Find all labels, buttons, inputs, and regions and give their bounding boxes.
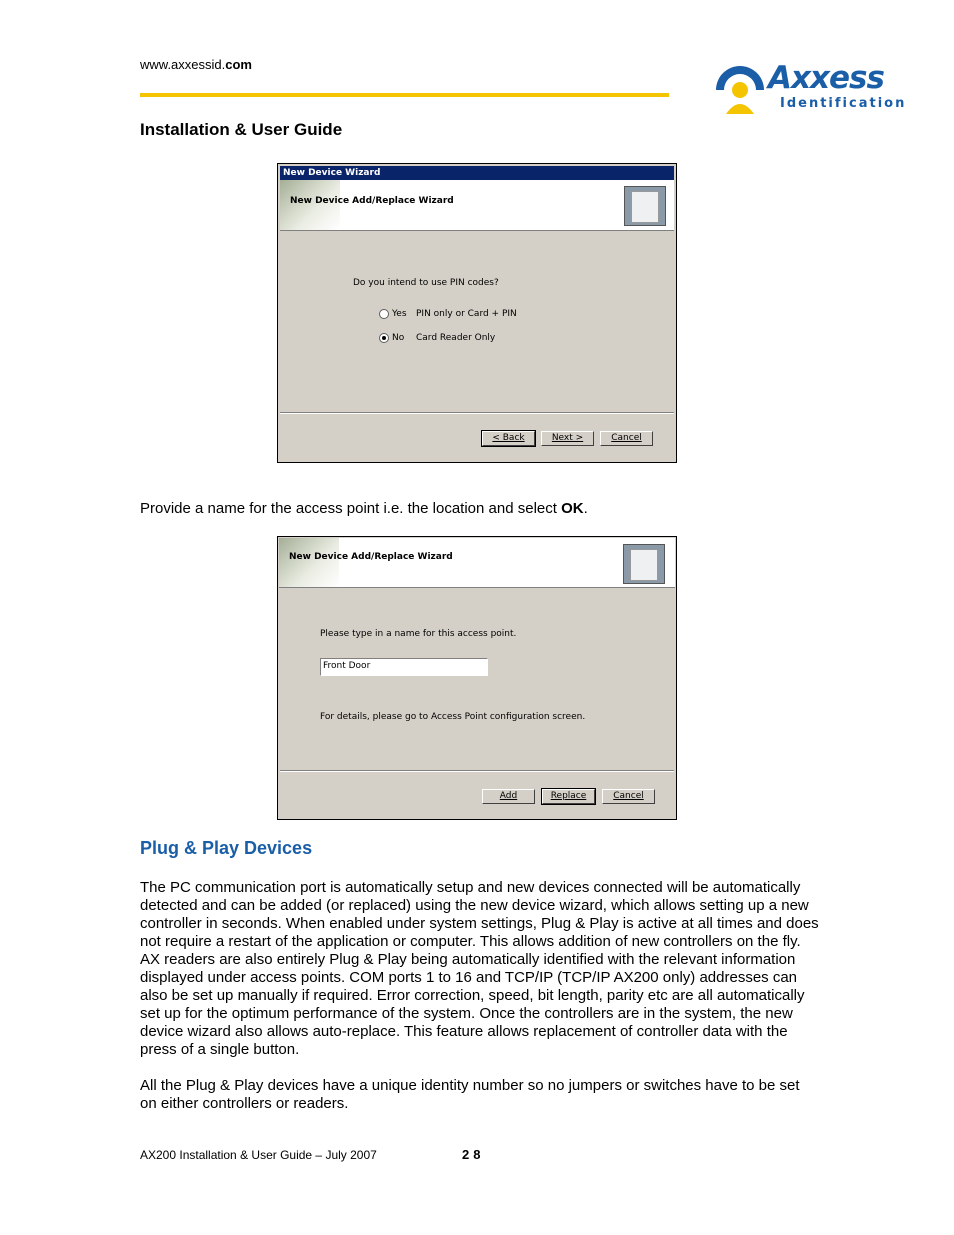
paragraph-plug-play: The PC communication port is automatically setup and new devices connected will be automatically detected and can be added (or replaced) using the new device wizard, which allows setting up a new controller in seconds. When enabled under system settings, Plug & Play is active at all times and does not require a restart of the application or computer. This allows addition of new controllers on the fly. AX readers are also entirely Plug & Play being automatically identified with the relevant information displayed under access points. COM ports 1 to 16 and TCP/IP (TCP/IP AX200 only) addresses can also be set up manually if required. Error correction, speed, bit length, parity etc are all automatically set up for the optimum performance of the system. Once the controllers are in the system, the new device wizard also allows auto-replace. This feature allows replacement of controller data with the press of a single button. <box>140 879 819 1058</box>
section-title: Installation & User Guide <box>140 120 343 139</box>
wizard-banner-2 <box>279 538 675 588</box>
instruction-text <box>140 500 820 518</box>
dialog-titlebar: New Device Wizard <box>280 166 674 180</box>
cancel-button-2[interactable]: Cancel <box>602 789 655 804</box>
radio-yes-desc: PIN only or Card + PIN <box>416 309 517 319</box>
leaf-graphic-2 <box>279 538 339 587</box>
website-url <box>140 57 252 72</box>
url-prefix: www.axxessid. <box>140 57 226 72</box>
paragraph-identity: All the Plug & Play devices have a unique identity number so no jumpers or switches have to be set on either controllers or readers. <box>140 1077 800 1112</box>
person-logo-icon <box>712 54 768 118</box>
radio-yes-label: Yes <box>392 309 407 319</box>
button-separator-2 <box>280 770 674 772</box>
back-button[interactable]: < Back <box>482 431 535 446</box>
instruction-ok: OK <box>561 500 584 517</box>
wizard-banner <box>280 180 674 231</box>
plug-play-heading: Plug & Play Devices <box>140 838 313 858</box>
pin-question: Do you intend to use PIN codes? <box>353 278 499 288</box>
banner-title-2: New Device Add/Replace Wizard <box>289 552 453 562</box>
details-note: For details, please go to Access Point configuration screen. <box>320 712 586 722</box>
access-point-name-input[interactable]: Front Door <box>320 658 488 676</box>
page-number: 28 <box>462 1147 485 1162</box>
radio-no[interactable] <box>379 333 389 343</box>
button-separator <box>280 412 674 414</box>
radio-no-label: No <box>392 333 405 343</box>
name-prompt: Please type in a name for this access point. <box>320 629 517 639</box>
add-button[interactable]: Add <box>482 789 535 804</box>
access-point-name-dialog <box>277 536 677 820</box>
pin-code-dialog <box>277 163 677 463</box>
next-button[interactable]: Next > <box>541 431 594 446</box>
replace-button[interactable]: Replace <box>542 789 595 804</box>
instruction-main: Provide a name for the access point i.e. the location and select <box>140 500 562 517</box>
banner-title: New Device Add/Replace Wizard <box>290 196 454 206</box>
device-icon-2 <box>623 544 665 584</box>
radio-no-desc: Card Reader Only <box>416 333 496 343</box>
url-bold: com <box>225 57 252 72</box>
axxess-logo <box>712 54 907 120</box>
instruction-end: . <box>583 500 588 517</box>
cancel-button[interactable]: Cancel <box>600 431 653 446</box>
header-rule <box>140 93 669 97</box>
logo-word: Axxess <box>768 60 884 96</box>
logo-subtitle: Identification <box>780 96 907 111</box>
footer-text: AX200 Installation & User Guide – July 2007 <box>140 1148 377 1162</box>
device-icon <box>624 186 666 226</box>
radio-yes[interactable] <box>379 309 389 319</box>
